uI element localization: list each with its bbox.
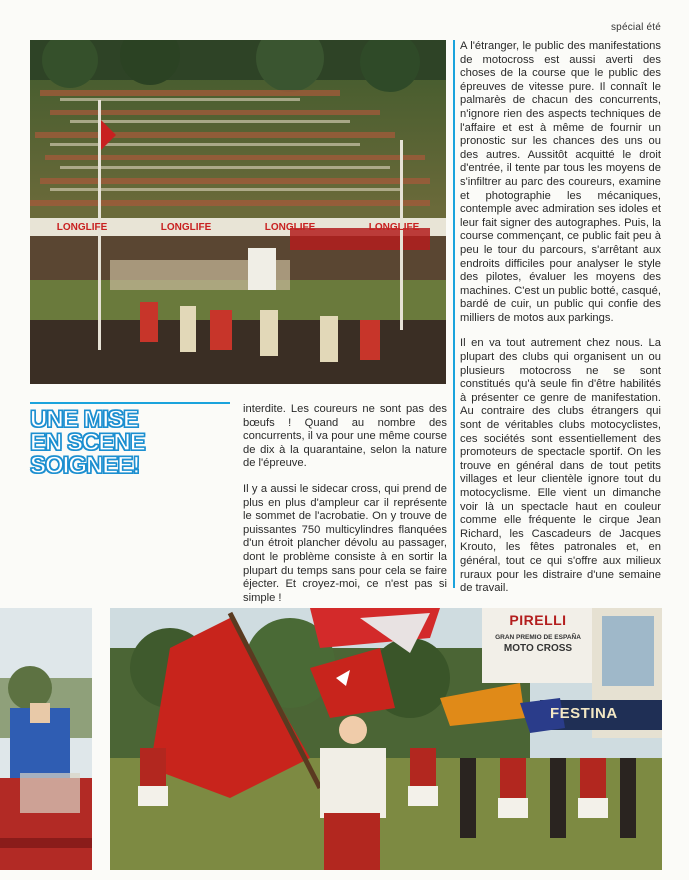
column-divider — [453, 40, 455, 588]
headline-rule — [30, 402, 230, 404]
festina-banner: FESTINA — [550, 705, 618, 722]
paragraph: Il en va tout autrement chez nous. La plupart des clubs qui organisent un ou plusieurs motocross ne se sont constitués qu'à seule fin d'être habilités à présenter ce genre de manifestation. Au contraire des clubs étrangers qui sont de véritables clubs motocyclistes, ces sociétés sont essentiellement des promoteurs de spectacle sportif. On les trouve en général dans de tout petits villages et leur clientèle ignore tout du motocyclisme. Elle vient un dimanche voir là un spectacle haut en couleur comme elle fréquente le cirque Jean Richard, les Cascadeurs de Jacques Krouto, les fêtes patronales et, en général, tout ce qui s'offre aux milieux ruraux pour les distraire d'une semaine de travail. — [460, 337, 661, 595]
sign-pirelli: PIRELLI — [509, 612, 567, 628]
headline — [30, 408, 230, 477]
photo-flag-car — [0, 608, 92, 870]
photo-majorettes — [110, 608, 662, 870]
section-kicker: spécial été — [610, 22, 661, 33]
paragraph: Il y a aussi le sidecar cross, qui prend de plus en plus d'ampleur car il représente le sommet de l'acrobatie. On y trouve de puissantes 750 multicylindres flanquées d'un étroit plancher dévolu au passager, dont le problème consiste à en sortir la plupart du temps sans pour cela se faire éjecter. Et croyez-moi, ce n'est pas si simple ! — [243, 482, 447, 604]
right-column — [460, 40, 661, 608]
sign-gran-premio: GRAN PREMIO DE ESPAÑA — [495, 634, 581, 641]
banner-label: LONGLIFE — [368, 221, 420, 233]
paragraph: interdite. Les coureurs ne sont pas des bœufs ! Quand au nombre des concurrents, il va pour une même course de dix à la quarantaine, selon la nature de l'épreuve. — [243, 403, 447, 470]
banner-label: LONGLIFE — [264, 221, 316, 233]
paragraph: A l'étranger, le public des manifestations de motocross est aussi averti des choses de la course que le public des épreuves de vitesse pure. Il connaît le palmarès de chacun des concurrents, n'ignore rien des aspects techniques de l'affaire et est à même de fournir un pronostic sur les chances des uns ou des autres. Aussitôt acquitté le droit d'entrée, il tente par tous les moyens de s'infiltrer au parc des coureurs, examine et photographie les mécaniques, contemple avec admiration ses idoles et leur fait signer des autographes. Puis, la course commençant, ce public fait peu à peu le tour du parcours, s'arrêtant aux endroits difficiles pour analyser le style des pilotes, évaluer les moyens des machines. C'est un public botté, casqué, bardé de cuir, un public qui confie des milliers de motos aux parkings. — [460, 40, 661, 324]
sign-moto-cross: MOTO CROSS — [503, 643, 573, 654]
banner-label: LONGLIFE — [160, 221, 212, 233]
headline-line: SOIGNEE! — [30, 452, 140, 479]
middle-column — [243, 403, 447, 617]
headline-line: UNE MISE — [30, 406, 139, 433]
headline-line: EN SCENE — [30, 429, 145, 456]
photo-crowd-band — [30, 40, 446, 384]
banner-label: LONGLIFE — [56, 221, 108, 233]
